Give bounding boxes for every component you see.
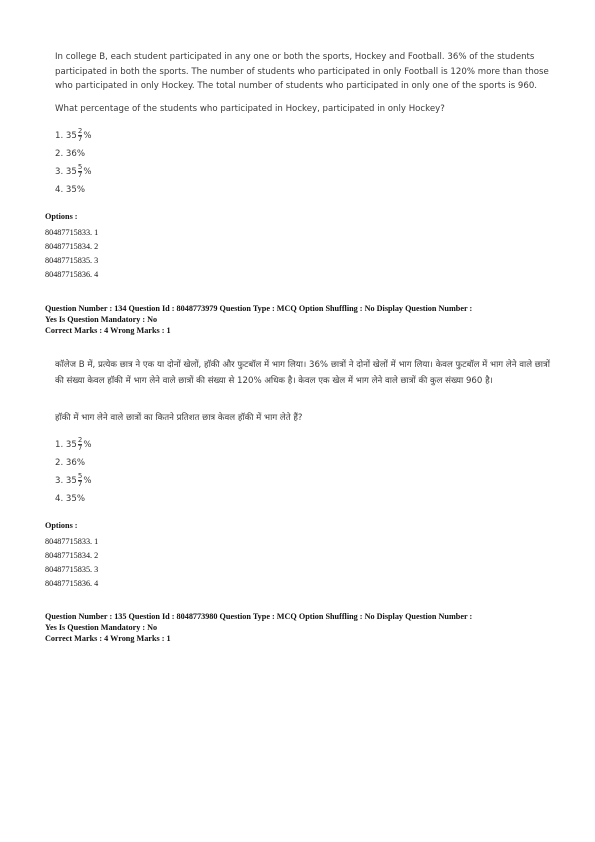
fraction-denominator: 7 (77, 444, 83, 452)
fraction-denominator: 7 (77, 135, 83, 143)
question-meta-line: Question Number : 134 Question Id : 8048773979 Question Type : MCQ Option Shuffling : No Display Question Number : (45, 304, 473, 313)
option-3 (55, 473, 92, 488)
option-1 (55, 128, 92, 143)
fraction-numerator: 2 (77, 127, 83, 135)
option-3-suffix: % (83, 476, 92, 486)
option-3-whole: 3. 35 (55, 167, 77, 177)
option-1-fraction (78, 437, 82, 452)
question-text: कॉलेज B में, प्रत्येक छात्र ने एक या दोनों खेलों, हॉकी और फुटबॉल में भाग लिया। 36% छात्रों ने दोनों खेलों में भाग लिया। केवल फुटबॉल में भाग लेने वाले छात्रों की संख्या केवल हॉकी में भाग लेने वाले छात्रों की संख्या से 120% अधिक है। केवल एक खेल में भाग लेने वाले छात्रों की कुल संख्या 960 है। (55, 360, 550, 386)
fraction-denominator: 7 (77, 171, 83, 179)
question-prompt: What percentage of the students who participated in Hockey, participated in only Hockey? (55, 104, 445, 114)
option-id: 80487715834. 2 (45, 242, 99, 251)
option-id: 80487715834. 2 (45, 551, 99, 560)
option-3-fraction (78, 164, 82, 179)
option-id: 80487715836. 4 (45, 270, 99, 279)
question-marks: Correct Marks : 4 Wrong Marks : 1 (45, 326, 171, 335)
question-meta-line: Yes Is Question Mandatory : No (45, 315, 158, 324)
option-1-suffix: % (83, 131, 92, 141)
option-id: 80487715835. 3 (45, 565, 99, 574)
option-3-fraction (78, 473, 82, 488)
question-meta-line: Question Number : 135 Question Id : 8048773980 Question Type : MCQ Option Shuffling : No Display Question Number : (45, 612, 473, 621)
option-1-suffix: % (83, 440, 92, 450)
option-1-whole: 1. 35 (55, 440, 77, 450)
option-id: 80487715833. 1 (45, 228, 99, 237)
fraction-numerator: 5 (77, 163, 83, 171)
option-1 (55, 437, 92, 452)
option-3-whole: 3. 35 (55, 476, 77, 486)
option-2: 2. 36% (55, 149, 86, 159)
question-text: In college B, each student participated in any one or both the sports, Hockey and Football. 36% of the students participated in both the sports. The number of students who participated in only Football is 120% more than those who participated in only Hockey. The total number of students who participated in only one of the sports is 960. (55, 52, 549, 91)
option-id: 80487715836. 4 (45, 579, 99, 588)
option-4: 4. 35% (55, 185, 86, 195)
question-marks: Correct Marks : 4 Wrong Marks : 1 (45, 634, 171, 643)
question-prompt: हॉकी में भाग लेने वाले छात्रों का कितने प्रतिशत छात्र केवल हॉकी में भाग लेते हैं? (55, 413, 303, 423)
question-meta (45, 611, 565, 644)
option-3-suffix: % (83, 167, 92, 177)
options-label: Options : (45, 212, 78, 221)
option-1-fraction (78, 128, 82, 143)
option-2: 2. 36% (55, 458, 86, 468)
fraction-numerator: 2 (77, 436, 83, 444)
options-label: Options : (45, 521, 78, 530)
fraction-denominator: 7 (77, 480, 83, 488)
question-meta-line: Yes Is Question Mandatory : No (45, 623, 158, 632)
option-id: 80487715835. 3 (45, 256, 99, 265)
option-4: 4. 35% (55, 494, 86, 504)
option-1-whole: 1. 35 (55, 131, 77, 141)
question-meta (45, 303, 565, 336)
option-id: 80487715833. 1 (45, 537, 99, 546)
option-3 (55, 164, 92, 179)
fraction-numerator: 5 (77, 472, 83, 480)
